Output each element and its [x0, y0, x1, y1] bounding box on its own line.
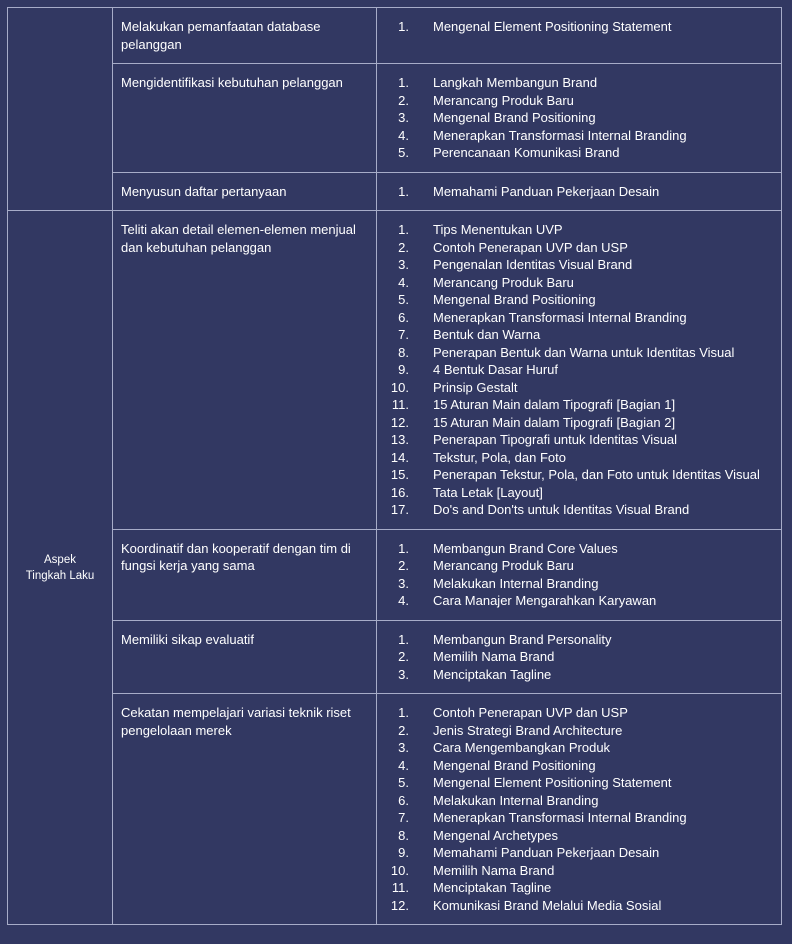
list-item-text: Contoh Penerapan UVP dan USP — [433, 705, 628, 720]
criteria-cell: Melakukan pemanfaatan database pelanggan — [113, 8, 377, 64]
list-item-number: 15. — [390, 467, 409, 482]
list-item — [377, 592, 773, 610]
table-row — [8, 64, 782, 173]
list-item-text: Prinsip Gestalt — [433, 379, 518, 395]
list-item-text: Mengenal Brand Positioning — [433, 292, 596, 307]
list-item — [377, 862, 773, 880]
list-item — [377, 18, 773, 36]
list-item — [377, 326, 773, 344]
list-item-text: Merancang Produk Baru — [433, 558, 574, 573]
list-item-number: 4. — [398, 757, 409, 773]
list-item — [377, 92, 773, 110]
list-item — [377, 844, 773, 862]
list-item-text: 4 Bentuk Dasar Huruf — [433, 362, 559, 377]
topics-cell — [377, 211, 782, 530]
list-item-text: Tips Menentukan UVP — [433, 222, 563, 237]
list-item-number: 9. — [398, 362, 409, 377]
list-item-text: Mengenal Archetypes — [433, 827, 559, 843]
list-item-number: 1. — [398, 19, 409, 34]
list-item — [377, 575, 773, 593]
list-item-text: Mengenal Element Positioning Statement — [433, 19, 672, 34]
aspect-cell — [8, 211, 113, 925]
list-item-text: Komunikasi Brand Melalui Media Sosial — [433, 897, 662, 913]
list-item-text: Melakukan Internal Branding — [433, 792, 599, 808]
list-item — [377, 309, 773, 327]
list-item — [377, 361, 773, 379]
curriculum-table — [7, 7, 782, 925]
list-item-number: 7. — [398, 327, 409, 342]
list-item — [377, 414, 773, 432]
criteria-cell: Mengidentifikasi kebutuhan pelanggan — [113, 64, 377, 173]
topics-cell — [377, 694, 782, 925]
list-item-number: 1. — [398, 222, 409, 237]
table-row — [8, 694, 782, 925]
list-item — [377, 648, 773, 666]
list-item-text: Do's and Don'ts untuk Identitas Visual Brand — [433, 502, 690, 517]
list-item — [377, 379, 773, 397]
list-item-text: Cara Manajer Mengarahkan Karyawan — [433, 593, 657, 608]
topics-cell — [377, 64, 782, 173]
list-item-number: 14. — [390, 449, 409, 465]
list-item-number: 11. — [391, 880, 409, 895]
list-item-text: Menerapkan Transformasi Internal Branding — [433, 810, 687, 825]
list-item — [377, 879, 773, 897]
list-item — [377, 127, 773, 145]
list-item-number: 3. — [398, 110, 409, 125]
list-item — [377, 449, 773, 467]
table-row — [8, 620, 782, 694]
criteria-cell: Cekatan mempelajari variasi teknik riset pengelolaan merek — [113, 694, 377, 925]
list-item-number: 2. — [398, 649, 409, 664]
topics-cell — [377, 172, 782, 211]
list-item-number: 2. — [398, 239, 409, 255]
list-item-number: 3. — [398, 666, 409, 682]
topics-cell — [377, 529, 782, 620]
list-item-text: Menciptakan Tagline — [433, 666, 552, 682]
list-item-number: 4. — [398, 127, 409, 143]
list-item — [377, 809, 773, 827]
list-item-number: 4. — [398, 593, 409, 608]
list-item-text: Jenis Strategi Brand Architecture — [433, 722, 623, 738]
list-item-number: 6. — [398, 792, 409, 808]
curriculum-table-body — [8, 8, 782, 925]
list-item-number: 9. — [398, 845, 409, 860]
list-item — [377, 344, 773, 362]
list-item-number: 1. — [398, 705, 409, 720]
list-item — [377, 466, 773, 484]
list-item-text: Memahami Panduan Pekerjaan Desain — [433, 183, 660, 199]
criteria-cell: Koordinatif dan kooperatif dengan tim di fungsi kerja yang sama — [113, 529, 377, 620]
list-item-text: Membangun Brand Personality — [433, 631, 612, 647]
list-item-number: 10. — [390, 862, 409, 878]
list-item — [377, 501, 773, 519]
list-item — [377, 274, 773, 292]
list-item — [377, 897, 773, 915]
aspect-cell-empty — [8, 8, 113, 211]
list-item-number: 2. — [398, 92, 409, 108]
list-item-text: 15 Aturan Main dalam Tipografi [Bagian 2] — [433, 414, 676, 430]
topic-list — [377, 74, 773, 162]
list-item-text: Menerapkan Transformasi Internal Branding — [433, 309, 687, 325]
topic-list — [377, 221, 773, 519]
list-item-text: Menciptakan Tagline — [433, 880, 552, 895]
list-item — [377, 666, 773, 684]
list-item — [377, 109, 773, 127]
criteria-cell: Teliti akan detail elemen-elemen menjual dan kebutuhan pelanggan — [113, 211, 377, 530]
list-item — [377, 291, 773, 309]
list-item-number: 1. — [398, 75, 409, 90]
list-item-number: 6. — [398, 309, 409, 325]
list-item — [377, 757, 773, 775]
list-item-text: Cara Mengembangkan Produk — [433, 740, 611, 755]
list-item-text: Penerapan Tipografi untuk Identitas Visual — [433, 432, 678, 447]
list-item-text: Penerapan Tekstur, Pola, dan Foto untuk Identitas Visual — [433, 467, 760, 482]
list-item-text: Mengenal Brand Positioning — [433, 757, 596, 773]
list-item-number: 13. — [390, 432, 409, 447]
list-item-text: Memilih Nama Brand — [433, 862, 555, 878]
list-item-number: 5. — [398, 292, 409, 307]
list-item-number: 2. — [398, 558, 409, 573]
list-item-text: Langkah Membangun Brand — [433, 75, 598, 90]
list-item-number: 1. — [398, 183, 409, 199]
list-item-text: Contoh Penerapan UVP dan USP — [433, 239, 628, 255]
table-row — [8, 172, 782, 211]
list-item — [377, 739, 773, 757]
list-item-text: Mengenal Element Positioning Statement — [433, 775, 672, 790]
list-item-number: 3. — [398, 257, 409, 272]
topics-cell — [377, 620, 782, 694]
list-item-number: 1. — [398, 631, 409, 647]
list-item — [377, 792, 773, 810]
list-item-number: 3. — [398, 740, 409, 755]
list-item-number: 3. — [398, 575, 409, 591]
list-item-text: Membangun Brand Core Values — [433, 540, 618, 556]
list-item-text: Merancang Produk Baru — [433, 274, 574, 290]
list-item-text: Memilih Nama Brand — [433, 649, 555, 664]
list-item-number: 11. — [391, 397, 409, 412]
list-item — [377, 557, 773, 575]
list-item-text: Tata Letak [Layout] — [433, 484, 543, 500]
table-row — [8, 8, 782, 64]
topic-list — [377, 704, 773, 914]
list-item-number: 17. — [390, 502, 409, 517]
list-item-number: 7. — [398, 810, 409, 825]
list-item — [377, 221, 773, 239]
list-item-number: 8. — [398, 827, 409, 843]
table-row — [8, 529, 782, 620]
topic-list — [377, 183, 773, 201]
list-item — [377, 431, 773, 449]
list-item-text: Memahami Panduan Pekerjaan Desain — [433, 845, 660, 860]
list-item-number: 12. — [390, 897, 409, 913]
list-item — [377, 631, 773, 649]
aspect-label-line-2: Tingkah Laku — [25, 569, 95, 582]
list-item — [377, 827, 773, 845]
list-item-text: Bentuk dan Warna — [433, 327, 541, 342]
topic-list — [377, 540, 773, 610]
list-item — [377, 239, 773, 257]
criteria-cell: Memiliki sikap evaluatif — [113, 620, 377, 694]
list-item — [377, 396, 773, 414]
list-item-number: 12. — [390, 414, 409, 430]
list-item-number: 5. — [398, 145, 409, 160]
list-item — [377, 484, 773, 502]
list-item — [377, 74, 773, 92]
list-item — [377, 704, 773, 722]
table-row — [8, 211, 782, 530]
list-item-number: 10. — [390, 379, 409, 395]
list-item-text: Penerapan Bentuk dan Warna untuk Identitas Visual — [433, 344, 735, 360]
list-item — [377, 540, 773, 558]
list-item-text: Menerapkan Transformasi Internal Branding — [433, 127, 687, 143]
list-item-text: Melakukan Internal Branding — [433, 575, 599, 591]
list-item-number: 16. — [390, 484, 409, 500]
topic-list — [377, 18, 773, 36]
list-item-text: Merancang Produk Baru — [433, 92, 574, 108]
topic-list — [377, 631, 773, 684]
list-item-text: Mengenal Brand Positioning — [433, 110, 596, 125]
list-item-number: 1. — [398, 540, 409, 556]
topics-cell — [377, 8, 782, 64]
list-item-number: 8. — [398, 344, 409, 360]
list-item — [377, 256, 773, 274]
list-item-number: 4. — [398, 274, 409, 290]
list-item — [377, 183, 773, 201]
list-item-number: 5. — [398, 775, 409, 790]
list-item — [377, 774, 773, 792]
list-item-text: 15 Aturan Main dalam Tipografi [Bagian 1] — [433, 397, 676, 412]
list-item-text: Tekstur, Pola, dan Foto — [433, 449, 566, 465]
list-item — [377, 722, 773, 740]
list-item-number: 2. — [398, 722, 409, 738]
list-item — [377, 144, 773, 162]
criteria-cell: Menyusun daftar pertanyaan — [113, 172, 377, 211]
list-item-text: Pengenalan Identitas Visual Brand — [433, 257, 633, 272]
aspect-label-line-1: Aspek — [44, 553, 76, 566]
list-item-text: Perencanaan Komunikasi Brand — [433, 145, 620, 160]
